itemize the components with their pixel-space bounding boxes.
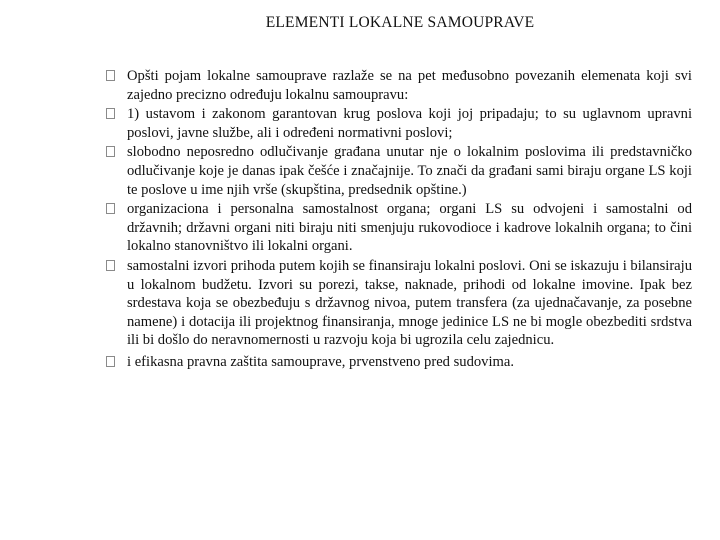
bullet-item <box>106 353 692 372</box>
bullet-text: slobodno neposredno odlučivanje građana unutar nje o lokalnim poslovima ili predstavničko odlučivanje koje je danas ipak češće i značajnije. To znači da građani sami biraju organe LS koji te poslove u ime njih vrše (skupština, predsednik opštine.) <box>127 144 692 198</box>
missing-glyph-box-icon <box>106 203 115 214</box>
bullet-item <box>106 257 692 350</box>
bullet-item <box>106 67 692 104</box>
missing-glyph-box-icon <box>106 356 115 367</box>
bullet-text: samostalni izvori prihoda putem kojih se finansiraju lokalni poslovi. Oni se iskazuju i bilansiraju u lokalnom budžetu. Izvori su porezi, takse, naknade, prihodi od lokalne imovine. Ipak bez srdestava koja se obezbeđuju s državnog nivoa, putem transfera (za ujednačavanje, za posebne namene) i dotacija ili projektnog finansiranja, mnoge jedinice LS ne bi mogle obezbediti srdstva ili bi došlo do neravnomernosti u razvoju koja bi ugrozila celu zajednicu. <box>127 257 693 349</box>
bullet-item <box>106 105 692 142</box>
bullet-text: 1) ustavom i zakonom garantovan krug poslova koji joj pripadaju; to su uglavnom upravni poslovi, javne službe, ali i određeni normativni poslovi; <box>127 106 692 141</box>
bullet-text: organizaciona i personalna samostalnost organa; organi LS su odvojeni i samostalni od državnih; državni organi niti biraju niti smenjuju rukovodioce i kadrove lokalnih organa; to čini lokalno stanovništvo ili lokalni organi. <box>127 201 692 255</box>
bullet-text: i efikasna pravna zaštita samouprave, prvenstveno pred sudovima. <box>127 353 515 370</box>
missing-glyph-box-icon <box>106 70 115 81</box>
bullet-item <box>106 143 692 199</box>
bullet-text: Opšti pojam lokalne samouprave razlaže se na pet međusobno povezanih elemenata koji svi zajedno precizno određuju lokalnu samoupravu: <box>127 68 692 103</box>
missing-glyph-box-icon <box>106 108 115 119</box>
slide-title: ELEMENTI LOKALNE SAMOUPRAVE <box>265 14 535 31</box>
bullet-list <box>106 67 692 372</box>
missing-glyph-box-icon <box>106 260 115 271</box>
bullet-item <box>106 200 692 256</box>
missing-glyph-box-icon <box>106 146 115 157</box>
